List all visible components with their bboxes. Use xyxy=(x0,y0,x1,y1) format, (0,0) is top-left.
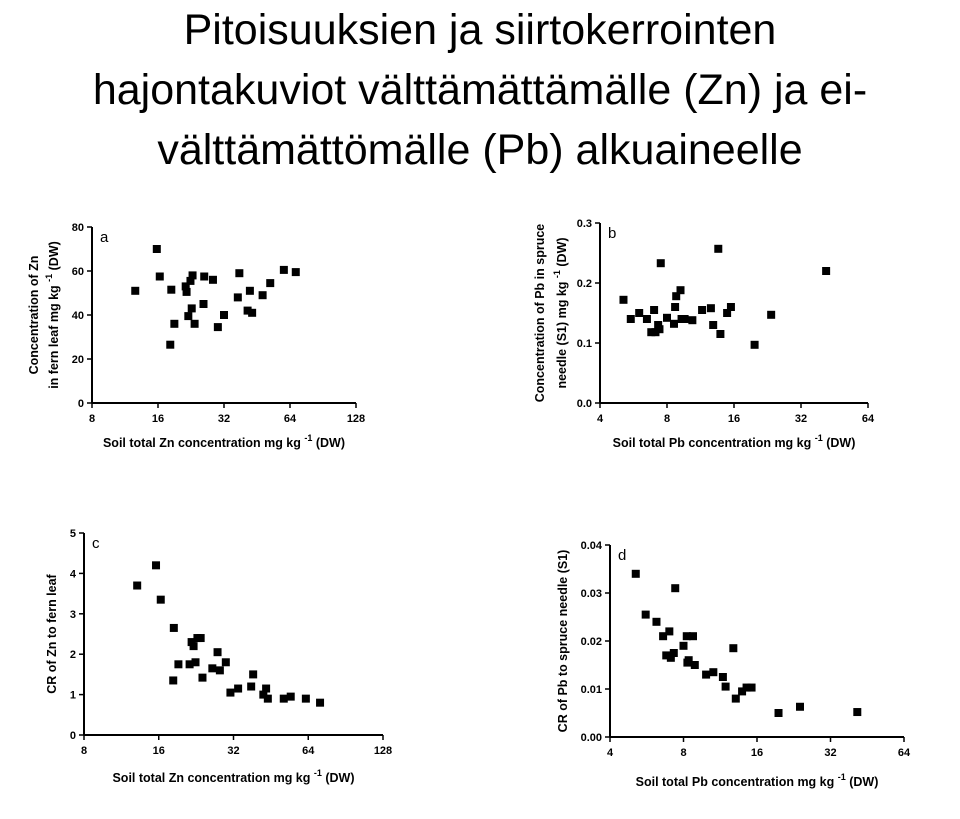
data-point xyxy=(259,291,267,299)
data-point xyxy=(249,670,257,678)
data-point xyxy=(722,683,730,691)
data-point xyxy=(732,695,740,703)
title-line-3: välttämättömälle (Pb) alkuaineelle xyxy=(157,126,803,174)
data-point xyxy=(170,624,178,632)
data-point xyxy=(680,642,688,650)
data-point xyxy=(619,296,627,304)
data-point xyxy=(670,649,678,657)
panel-c xyxy=(45,528,392,785)
data-point xyxy=(264,695,272,703)
data-point xyxy=(198,674,206,682)
x-tick-label: 8 xyxy=(88,413,96,425)
data-point xyxy=(280,695,288,703)
y-tick-label: 0.3 xyxy=(576,218,592,230)
data-point xyxy=(200,273,208,281)
panel-a xyxy=(27,222,365,450)
x-axis-label: Soil total Pb concentration mg kg $^{-1}$ (DW) xyxy=(612,433,856,450)
data-point xyxy=(234,293,242,301)
data-point xyxy=(192,658,200,666)
data-point xyxy=(671,584,679,592)
y-tick-label: 4 xyxy=(69,568,76,581)
x-tick-label: 128 xyxy=(346,413,366,425)
data-point xyxy=(627,315,635,323)
data-point xyxy=(677,286,685,294)
data-point xyxy=(822,267,830,275)
data-point xyxy=(689,632,697,640)
data-point xyxy=(292,268,300,276)
data-point xyxy=(316,699,324,707)
data-point xyxy=(153,245,161,253)
title-line-1: Pitoisuuksien ja siirtokerrointen xyxy=(183,6,777,54)
data-point xyxy=(191,320,199,328)
y-axis-label: CR of Zn to fern leaf xyxy=(45,574,59,694)
y-tick-label: 0.00 xyxy=(580,732,602,744)
data-point xyxy=(157,596,165,604)
data-point xyxy=(197,634,205,642)
x-tick-label: 64 xyxy=(861,413,875,425)
data-point xyxy=(632,570,640,578)
x-tick-label: 4 xyxy=(596,413,604,425)
data-point xyxy=(214,323,222,331)
data-point xyxy=(169,676,177,684)
panel-letter: d xyxy=(618,547,627,564)
data-point xyxy=(688,316,696,324)
y-axis-label: Concentration of Zn xyxy=(27,255,41,375)
data-point xyxy=(670,320,678,328)
y-tick-label: 2 xyxy=(69,649,76,662)
data-point xyxy=(729,644,737,652)
y-tick-label: 0.1 xyxy=(576,338,592,350)
data-point xyxy=(214,648,222,656)
data-point xyxy=(248,309,256,317)
data-point xyxy=(767,311,775,319)
x-tick-label: 4 xyxy=(606,747,614,759)
data-point xyxy=(216,666,224,674)
data-point xyxy=(655,325,663,333)
y-tick-label: 0 xyxy=(77,398,84,410)
x-tick-label: 16 xyxy=(727,413,741,425)
x-tick-label: 128 xyxy=(373,745,393,757)
x-tick-label: 8 xyxy=(663,413,671,425)
data-point xyxy=(681,315,689,323)
x-tick-label: 32 xyxy=(824,747,837,759)
y-tick-label: 0.03 xyxy=(580,588,602,600)
data-point xyxy=(183,288,191,296)
y-tick-label: 1 xyxy=(69,689,76,702)
data-point xyxy=(709,321,717,329)
data-point xyxy=(199,300,207,308)
data-point xyxy=(302,695,310,703)
y-axis-label-line-2: in fern leaf mg kg $^{-1}$ (DW) xyxy=(44,241,61,389)
data-point xyxy=(166,341,174,349)
x-tick-label: 16 xyxy=(750,747,764,759)
x-tick-label: 32 xyxy=(794,413,808,425)
data-point xyxy=(226,689,234,697)
data-point xyxy=(235,269,243,277)
data-point xyxy=(152,561,160,569)
y-tick-label: 0.02 xyxy=(580,636,602,648)
title-line-2: hajontakuviot välttämättämälle (Zn) ja ei- xyxy=(92,66,868,114)
data-point xyxy=(691,661,699,669)
data-point xyxy=(643,315,651,323)
data-point xyxy=(650,306,658,314)
x-axis-label: Soil total Pb concentration mg kg $^{-1}$ (DW) xyxy=(635,772,879,789)
y-tick-label: 20 xyxy=(71,354,84,366)
data-point xyxy=(702,671,710,679)
data-point xyxy=(716,330,724,338)
data-point xyxy=(167,286,175,294)
data-point xyxy=(727,303,735,311)
data-point xyxy=(657,259,665,267)
data-point xyxy=(280,266,288,274)
data-point xyxy=(208,664,216,672)
y-tick-label: 0 xyxy=(69,730,76,742)
data-point xyxy=(748,684,756,692)
data-point xyxy=(131,287,139,295)
y-tick-label: 0.0 xyxy=(576,398,592,410)
y-tick-label: 5 xyxy=(69,528,76,540)
y-tick-label: 3 xyxy=(69,608,76,621)
x-tick-label: 32 xyxy=(227,745,240,757)
data-point xyxy=(247,683,255,691)
x-axis-label: Soil total Zn concentration mg kg $^{-1}$ (DW) xyxy=(102,433,346,450)
data-point xyxy=(190,642,198,650)
data-point xyxy=(209,276,217,284)
x-tick-label: 64 xyxy=(283,413,297,425)
data-point xyxy=(709,668,717,676)
data-point xyxy=(853,708,861,716)
x-tick-label: 16 xyxy=(152,745,165,757)
x-tick-label: 16 xyxy=(151,413,165,425)
data-point xyxy=(635,309,643,317)
y-axis-label: CR of Pb to spruce needle (S1) xyxy=(556,549,570,733)
data-point xyxy=(719,673,727,681)
data-point xyxy=(133,582,141,590)
y-tick-label: 80 xyxy=(71,222,84,234)
panel-b xyxy=(533,218,875,450)
data-point xyxy=(156,273,164,281)
data-point xyxy=(266,279,274,287)
y-tick-label: 40 xyxy=(71,310,84,322)
data-point xyxy=(663,314,671,322)
data-point xyxy=(174,660,182,668)
data-point xyxy=(665,627,673,635)
y-tick-label: 0.04 xyxy=(580,540,602,552)
data-point xyxy=(751,341,759,349)
y-tick-label: 0.01 xyxy=(580,684,602,696)
data-point xyxy=(775,709,783,717)
data-point xyxy=(707,304,715,312)
data-point xyxy=(671,303,679,311)
data-point xyxy=(246,287,254,295)
panel-letter: c xyxy=(92,535,100,552)
data-point xyxy=(652,618,660,626)
x-tick-label: 32 xyxy=(217,413,231,425)
data-point xyxy=(170,320,178,328)
x-tick-label: 8 xyxy=(680,747,687,759)
data-point xyxy=(234,685,242,693)
x-tick-label: 8 xyxy=(80,745,88,757)
data-point xyxy=(714,245,722,253)
y-axis-label: Concentration of Pb in spruce xyxy=(533,223,547,403)
data-point xyxy=(287,693,295,701)
x-tick-label: 64 xyxy=(897,747,911,759)
data-point xyxy=(642,611,650,619)
x-axis-label: Soil total Zn concentration mg kg $^{-1}$ (DW) xyxy=(112,768,355,785)
data-point xyxy=(189,271,197,279)
panel-letter: b xyxy=(608,225,617,242)
x-tick-label: 64 xyxy=(302,745,315,757)
data-point xyxy=(188,304,196,312)
y-tick-label: 0.2 xyxy=(576,278,592,290)
data-point xyxy=(184,312,192,320)
y-axis-label-line-2: needle (S1) mg kg $^{-1}$ (DW) xyxy=(552,237,569,389)
panel-letter: a xyxy=(100,229,109,246)
y-tick-label: 60 xyxy=(71,266,84,278)
data-point xyxy=(220,311,228,319)
data-point xyxy=(796,703,804,711)
data-point xyxy=(262,685,270,693)
data-point xyxy=(222,658,230,666)
panel-d xyxy=(556,540,911,789)
data-point xyxy=(698,306,706,314)
